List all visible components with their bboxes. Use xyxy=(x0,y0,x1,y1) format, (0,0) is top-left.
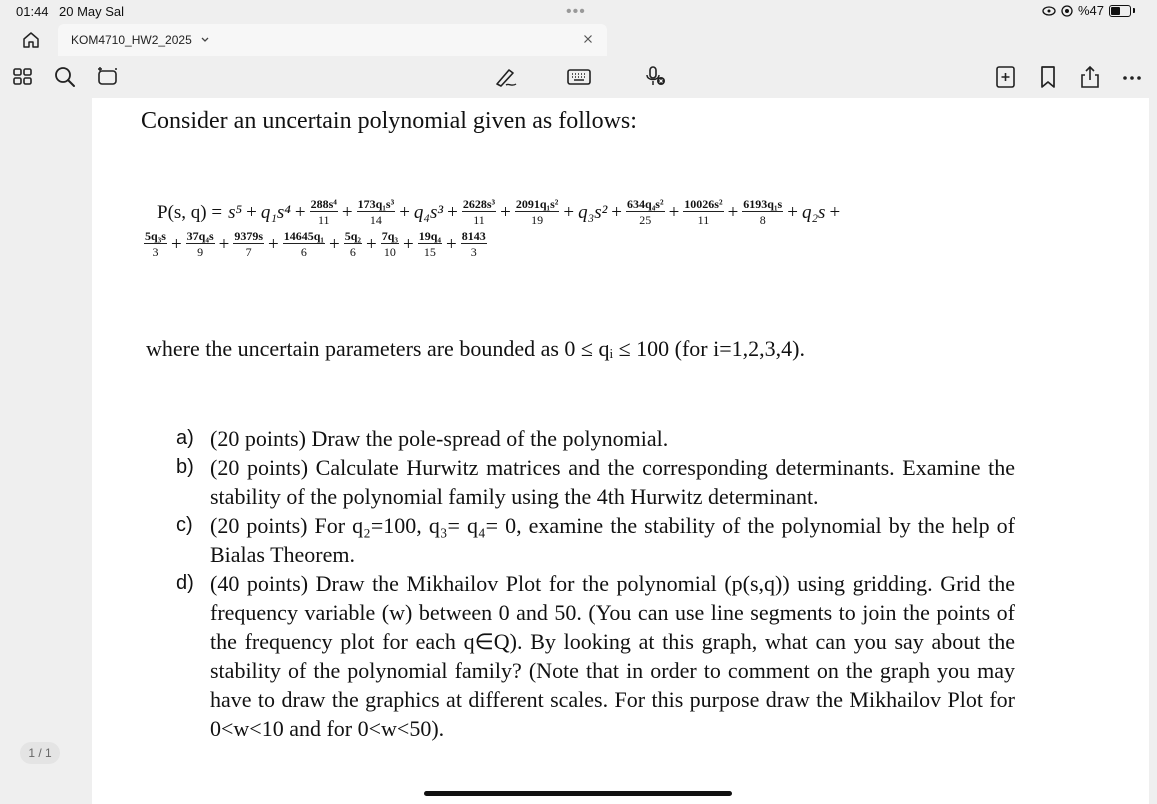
fraction-term xyxy=(461,230,487,258)
question-label: b) xyxy=(176,456,194,478)
grid-icon[interactable] xyxy=(10,64,36,90)
fraction-numerator: 5q₃s xyxy=(145,229,166,243)
question-list xyxy=(170,424,1015,743)
orientation-lock-icon xyxy=(1042,5,1056,17)
mic-off-icon[interactable] xyxy=(642,64,668,90)
fraction-numerator: 2628s³ xyxy=(462,197,496,211)
equation-term: q₄s³ xyxy=(413,201,444,223)
more-icon[interactable] xyxy=(1119,64,1145,90)
fraction-numerator: 37q₄s xyxy=(186,229,214,243)
fraction-numerator: 10026s² xyxy=(684,197,723,211)
question-label: d) xyxy=(176,572,194,594)
operator: + xyxy=(829,201,841,223)
operator: + xyxy=(399,201,410,223)
fraction-term xyxy=(144,230,167,258)
home-icon[interactable] xyxy=(20,30,42,50)
question-text: (20 points) Draw the pole-spread of the polynomial. xyxy=(210,426,669,451)
operator: + xyxy=(563,201,575,223)
fraction-denominator: 3 xyxy=(470,245,477,259)
battery-percent: %47 xyxy=(1077,3,1104,18)
question-label: a) xyxy=(176,427,194,449)
intro-text: Consider an uncertain polynomial given as follows: xyxy=(141,108,637,134)
operator: + xyxy=(611,201,623,223)
question-item xyxy=(170,453,1015,511)
fraction-denominator: 10 xyxy=(383,245,396,259)
fraction-denominator: 8 xyxy=(759,213,766,227)
equation-lhs: P(s, q) = xyxy=(157,201,223,223)
status-bar xyxy=(0,0,1157,24)
chevron-down-icon[interactable] xyxy=(198,32,212,46)
fraction-numerator: 2091q₁s² xyxy=(515,197,559,211)
fraction-numerator: 634q₄s² xyxy=(627,197,664,211)
magic-icon[interactable] xyxy=(94,64,120,90)
fraction-denominator: 14 xyxy=(369,213,382,227)
fraction-denominator: 6 xyxy=(349,245,356,259)
document-tab[interactable] xyxy=(58,24,607,56)
fraction-denominator: 15 xyxy=(423,245,436,259)
equation-term: q₂s xyxy=(801,201,826,223)
fraction-term xyxy=(233,230,264,258)
fraction-numerator: 14645q₁ xyxy=(283,229,325,243)
polynomial-equation xyxy=(142,198,1022,258)
operator: + xyxy=(403,233,414,255)
question-text: (20 points) For q₂=100, q₃= q₄= 0, examine the stability of the polynomial by the help of Bialas Theorem. xyxy=(210,513,1015,567)
location-icon xyxy=(1061,5,1073,17)
fraction-numerator: 7q₃ xyxy=(381,229,399,243)
operator: + xyxy=(446,233,457,255)
fraction-denominator: 11 xyxy=(318,213,330,227)
operator: + xyxy=(668,201,680,223)
equation-term: q₃s² xyxy=(578,201,608,223)
battery-icon xyxy=(1109,5,1131,17)
keyboard-icon[interactable] xyxy=(566,64,592,90)
fraction-numerator: 5q₂ xyxy=(344,229,362,243)
operator: + xyxy=(246,201,257,223)
question-item xyxy=(170,424,1015,453)
question-item xyxy=(170,511,1015,569)
operator: + xyxy=(268,233,279,255)
fraction-denominator: 11 xyxy=(473,213,485,227)
home-indicator[interactable] xyxy=(424,791,732,796)
operator: + xyxy=(341,201,353,223)
fraction-term xyxy=(626,198,665,226)
fraction-denominator: 6 xyxy=(300,245,307,259)
page-indicator[interactable]: 1 / 1 xyxy=(20,742,60,764)
fraction-term xyxy=(283,230,325,258)
fraction-denominator: 25 xyxy=(639,213,652,227)
equation-term: q₁s⁴ xyxy=(260,201,291,223)
fraction-denominator: 3 xyxy=(152,245,159,259)
multitask-dots-icon[interactable]: ••• xyxy=(566,3,586,20)
fraction-term xyxy=(683,198,723,226)
document-page[interactable] xyxy=(92,98,1149,804)
fraction-numerator: 6193q₁s xyxy=(743,197,783,211)
fraction-term xyxy=(381,230,399,258)
status-date: 20 May Sal xyxy=(59,4,125,19)
equation-term: s⁵ xyxy=(228,201,243,223)
question-text: (40 points) Draw the Mikhailov Plot for the polynomial (p(s,q)) using gridding. Grid the frequency variable (w) between 0 and 50. (You can use line segments to join the points of the frequency plot for each q∈Q). By looking at this graph, what can you say about the stability of the polynomial family? (Note that in order to comment on the graph you may have to draw the graphics at different scales. For this purpose draw the Mikhailov Plot for 0<w<10 and for 0<w<50). xyxy=(210,571,1015,741)
fraction-term xyxy=(742,198,783,226)
pen-icon[interactable] xyxy=(492,64,518,90)
status-time: 01:44 xyxy=(16,4,49,19)
fraction-term xyxy=(310,198,338,226)
fraction-denominator: 11 xyxy=(697,213,710,227)
fraction-numerator: 19q₄ xyxy=(418,229,442,243)
fraction-denominator: 19 xyxy=(531,213,544,227)
fraction-numerator: 8143 xyxy=(461,229,486,243)
question-text: (20 points) Calculate Hurwitz matrices and the corresponding determinants. Examine the stability of the polynomial family using the 4th Hurwitz determinant. xyxy=(210,455,1015,509)
equation-line-2 xyxy=(142,230,1022,258)
operator: + xyxy=(170,233,182,255)
operator: + xyxy=(366,233,377,255)
fraction-denominator: 9 xyxy=(197,245,204,259)
tab-title: KOM4710_HW2_2025 xyxy=(71,33,192,47)
operator: + xyxy=(294,201,306,223)
question-item xyxy=(170,569,1015,743)
fraction-denominator: 7 xyxy=(245,245,252,259)
toolbar xyxy=(0,56,1157,98)
tab-row xyxy=(0,24,1157,56)
share-icon[interactable] xyxy=(1077,64,1103,90)
fraction-numerator: 9379s xyxy=(234,229,264,243)
operator: + xyxy=(500,201,511,223)
close-icon[interactable] xyxy=(581,32,595,46)
bookmark-icon[interactable] xyxy=(1035,64,1061,90)
question-label: c) xyxy=(176,514,193,536)
equation-line-1 xyxy=(142,198,1022,226)
add-page-icon[interactable] xyxy=(993,64,1019,90)
fraction-term xyxy=(515,198,560,226)
search-icon[interactable] xyxy=(52,64,78,90)
fraction-term xyxy=(344,230,362,258)
fraction-term xyxy=(418,230,442,258)
parameter-bounds-text: where the uncertain parameters are bounded as 0 ≤ qᵢ ≤ 100 (for i=1,2,3,4). xyxy=(146,336,805,361)
operator: + xyxy=(218,233,230,255)
operator: + xyxy=(787,201,798,223)
operator: + xyxy=(329,233,340,255)
fraction-term xyxy=(357,198,396,226)
fraction-numerator: 173q₁s³ xyxy=(357,197,395,211)
operator: + xyxy=(447,201,458,223)
fraction-term xyxy=(462,198,496,226)
operator: + xyxy=(727,201,739,223)
fraction-numerator: 288s⁴ xyxy=(310,197,337,211)
fraction-term xyxy=(186,230,215,258)
status-right xyxy=(1042,3,1135,18)
